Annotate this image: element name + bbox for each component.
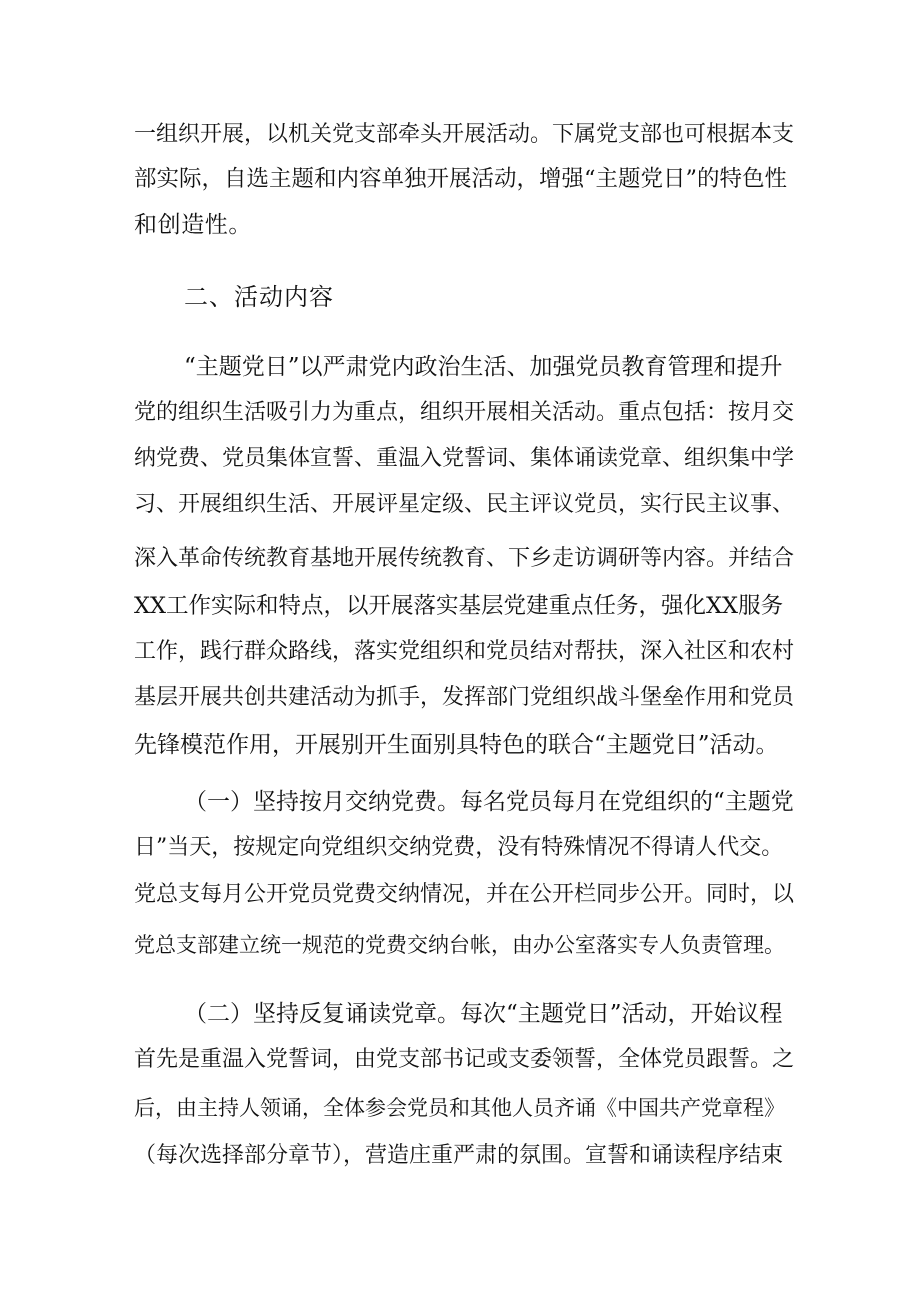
paragraph-4-line-1: （二）坚持反复诵读党章。每次“主题党日”活动，开始议程	[184, 1001, 783, 1027]
paragraph-3-line-4: 党总支部建立统一规范的党费交纳台帐，由办公室落实专人负责管理。	[134, 933, 785, 957]
paragraph-2-line-1: “主题党日”以严肃党内政治生活、加强党员教育管理和提升	[184, 354, 783, 380]
section-heading: 二、活动内容	[184, 283, 334, 311]
paragraph-2-line-8: 基层开展共创共建活动为抓手，发挥部门党组织战斗堡垒作用和党员	[134, 685, 795, 710]
paragraph-1-line-3: 和创造性。	[134, 212, 252, 238]
paragraph-4-line-2: 首先是重温入党誓词，由党支部书记或支委领誓，全体党员跟誓。之	[134, 1047, 795, 1072]
paragraph-1-line-1: 一组织开展，以机关党支部牵头开展活动。下属党支部也可根据本支	[134, 122, 795, 147]
paragraph-1-line-2: 部实际，自选主题和内容单独开展活动，增强“主题党日”的特色性	[134, 166, 788, 192]
paragraph-2-line-7: 工作，践行群众路线，落实党组织和党员结对帮扶，深入社区和农村	[134, 639, 795, 664]
paragraph-2-line-9: 先锋模范作用，开展别开生面别具特色的联合“主题党日”活动。	[134, 732, 779, 758]
paragraph-4-line-3: 后，由主持人领诵，全体参会党员和其他人员齐诵《中国共产党章程》	[134, 1096, 785, 1120]
paragraph-2-line-6: XX工作实际和特点，以开展落实基层党建重点任务，强化XX服务	[134, 593, 784, 619]
paragraph-3-line-3: 党总支每月公开党员党费交纳情况，并在公开栏同步公开。同时，以	[134, 882, 795, 907]
paragraph-3-line-1: （一）坚持按月交纳党费。每名党员每月在党组织的“主题党	[184, 789, 794, 815]
paragraph-2-line-4: 习、开展组织生活、开展评星定级、民主评议党员，实行民主议事、	[134, 492, 795, 517]
paragraph-3-line-2: 日”当天，按规定向党组织交纳党费，没有特殊情况不得请人代交。	[134, 835, 784, 860]
paragraph-4-line-4: （每次选择部分章节），营造庄重严肃的氛围。宣誓和诵读程序结束	[134, 1143, 784, 1168]
paragraph-2-line-3: 纳党费、党员集体宣誓、重温入党誓词、集体诵读党章、组织集中学	[134, 446, 795, 471]
paragraph-2-line-5: 深入革命传统教育基地开展传统教育、下乡走访调研等内容。并结合	[134, 546, 795, 571]
paragraph-2-line-2: 党的组织生活吸引力为重点，组织开展相关活动。重点包括：按月交	[134, 400, 795, 425]
